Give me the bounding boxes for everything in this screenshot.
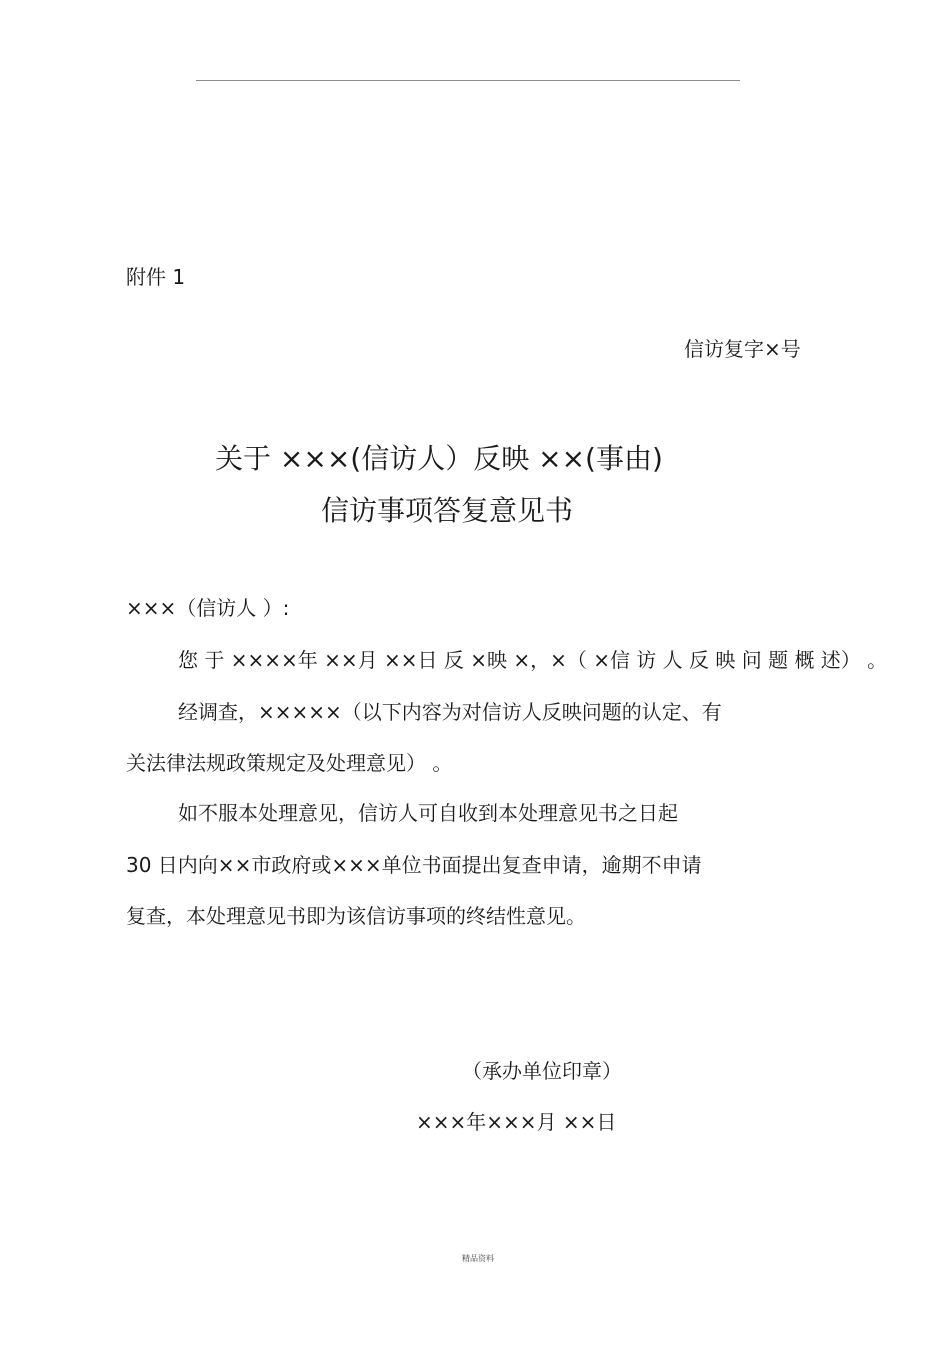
paragraph-2-line-1: 经调查，×××××（以下内容为对信访人反映问题的认定、有 <box>178 700 722 724</box>
paragraph-3-line-3: 复查，本处理意见书即为该信访事项的终结性意见。 <box>126 904 586 928</box>
title-line-1: 关于 ×××(信访人）反映 ××(事由) <box>215 442 663 475</box>
paragraph-2-line-2: 关法律法规政策规定及处理意见） 。 <box>126 751 453 775</box>
paragraph-1: 您 于 ××××年 ××月 ××日 反 ×映 ×，×（ ×信 访 人 反 映 问 题 概 述） 。 <box>178 648 888 672</box>
salutation: ×××（信访人 ）: <box>126 596 290 620</box>
date-line: ×××年×××月 ××日 <box>416 1110 617 1134</box>
attachment-label: 附件 1 <box>126 265 186 289</box>
header-rule <box>196 80 740 81</box>
paragraph-3-line-1: 如不服本处理意见，信访人可自收到本处理意见书之日起 <box>178 801 678 825</box>
seal-placeholder: （承办单位印章） <box>462 1059 622 1083</box>
page-footer: 精品资料 <box>462 1254 494 1263</box>
paragraph-3-line-2: 30 日内向××市政府或×××单位书面提出复查申请，逾期不申请 <box>126 853 702 877</box>
document-number: 信访复字×号 <box>684 337 801 361</box>
title-line-2: 信访事项答复意见书 <box>321 494 574 527</box>
